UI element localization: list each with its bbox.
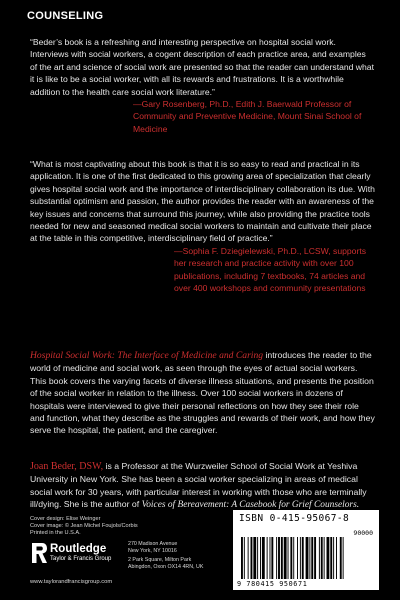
barcode-bar	[284, 537, 287, 579]
author-name: Joan Beder, DSW,	[30, 461, 104, 472]
barcode-bar	[314, 537, 316, 579]
barcode-bar	[321, 537, 323, 579]
review-quote-text: “Beder’s book is a refreshing and interesting perspective on hospital social work. Interviews with social workers, a cogent description of each practice area, and examples of the art and science of social work are presented so that the reader can understand what it is like to be a social worker, with all its rewards and frustrations. It is a worthwhile addition to the health care social work literature.”	[30, 37, 374, 97]
barcode-bar	[343, 537, 344, 579]
publisher-group: Taylor & Francis Group	[50, 556, 112, 562]
publisher-addresses	[128, 541, 203, 570]
barcode-bar	[251, 537, 253, 579]
barcode-bar	[306, 537, 309, 579]
barcode-bar	[241, 537, 243, 579]
address-line: 2 Park Square, Milton Park	[128, 557, 192, 564]
author-bio	[30, 460, 375, 512]
price-code: 90000	[353, 529, 373, 537]
cover-credits	[30, 516, 138, 537]
barcode-bar	[330, 537, 332, 579]
barcode-bar	[300, 537, 301, 579]
review-quote-attribution: —Gary Rosenberg, Ph.D., Edith J. Baerwald Professor of Community and Preventive Medicine, Mount Sinai School of Medicine	[133, 99, 362, 134]
barcode-bar	[253, 537, 256, 579]
barcode-bar	[260, 537, 261, 579]
routledge-r-logo-icon	[30, 542, 48, 564]
review-quote-1	[30, 36, 375, 135]
book-title: Hospital Social Work: The Interface of Medicine and Caring	[30, 350, 264, 361]
review-quote-attribution: —Sophia F. Dziegielewski, Ph.D., LCSW, supports her research and practice activity with over 100 publications, including 7 textbooks, 74 articles and over 400 workshops and community presentations	[174, 245, 367, 294]
review-quote-text: “What is most captivating about this book is that it is so easy to read and practical in its application. It is one of the first dedicated to this growing area of specialization that clearly gives hospital social work and the importance of interdisciplinary collaboration its due. With substantial optimism and passion, the author provides the reader with an awareness of the key issues and concerns that surround this journey, while also providing the practice tools needed for new and seasoned medical social workers to maintain and cultivate their place at the table in this competitive, interdisciplinary field of practice.”	[30, 159, 375, 244]
book-description	[30, 349, 375, 437]
barcode-bar	[336, 537, 337, 579]
barcode-bar	[340, 537, 342, 579]
barcode-bar	[319, 537, 320, 579]
barcode-bar	[302, 537, 304, 579]
publisher-url: www.taylorandfrancisgroup.com	[30, 579, 113, 585]
barcode-bar	[311, 537, 313, 579]
author-bio-text: is a Professor at the Wurzweiler School of Social Work at Yeshiva University in New York. She has been a social worker specializing in areas of medical social work for 30 years, with particular interest in working with those who are terminally ill/dying. She is the author of	[30, 461, 367, 510]
barcode-bar	[327, 537, 330, 579]
barcode-bar	[324, 537, 325, 579]
address-line: 270 Madison Avenue	[128, 541, 178, 547]
barcode-bar	[281, 537, 283, 579]
printed-in-note: Printed in the U.S.A.	[30, 530, 81, 536]
barcode-bar	[276, 537, 277, 579]
barcode-bar	[271, 537, 273, 579]
barcode-bar	[288, 537, 289, 579]
barcode-bar	[267, 537, 268, 579]
barcode-bar	[309, 537, 310, 579]
barcode-bar	[244, 537, 245, 579]
book-description-text: introduces the reader to the world of medicine and social work, as seen through the eyes of actual social workers. This book covers the varying facets of diverse illness situations, and presents the position of the social worker in relation to the illness. Over 100 social workers in dozens of hospitals were interviewed to give their personal reflections on how they see their role and function, what they describe as the struggles and rewards of their work, and how they serve the hospital, the patient, and the caregiver.	[30, 350, 375, 436]
isbn-label: ISBN 0-415-95067-8	[239, 513, 350, 524]
barcode-bar	[270, 537, 271, 579]
barcode-bar	[262, 537, 265, 579]
barcode-bar	[278, 537, 280, 579]
category-label: COUNSELING	[27, 10, 104, 22]
publisher-name: Routledge	[50, 543, 107, 555]
address-line: Abingdon, Oxon OX14 4RN, UK	[128, 563, 204, 570]
barcode-bar	[248, 537, 249, 579]
address-line: New York, NY 10016	[128, 547, 177, 554]
barcode-bar	[290, 537, 292, 579]
review-quote-2	[30, 158, 375, 294]
barcode-bars	[239, 537, 373, 579]
barcode-block	[233, 510, 379, 590]
cover-image-credit: Cover image: © Jean Michel Foujols/Corbis	[30, 523, 138, 529]
barcode-bar	[333, 537, 334, 579]
barcode-bar	[297, 537, 298, 579]
author-other-book: Voices of Bereavement: A Casebook for Grief Counselors.	[141, 500, 360, 511]
cover-design-credit: Cover design: Elise Weinger	[30, 516, 101, 522]
barcode-bar	[293, 537, 294, 579]
barcode-bar	[257, 537, 258, 579]
barcode-digits: 9 780415 950671	[237, 580, 308, 588]
